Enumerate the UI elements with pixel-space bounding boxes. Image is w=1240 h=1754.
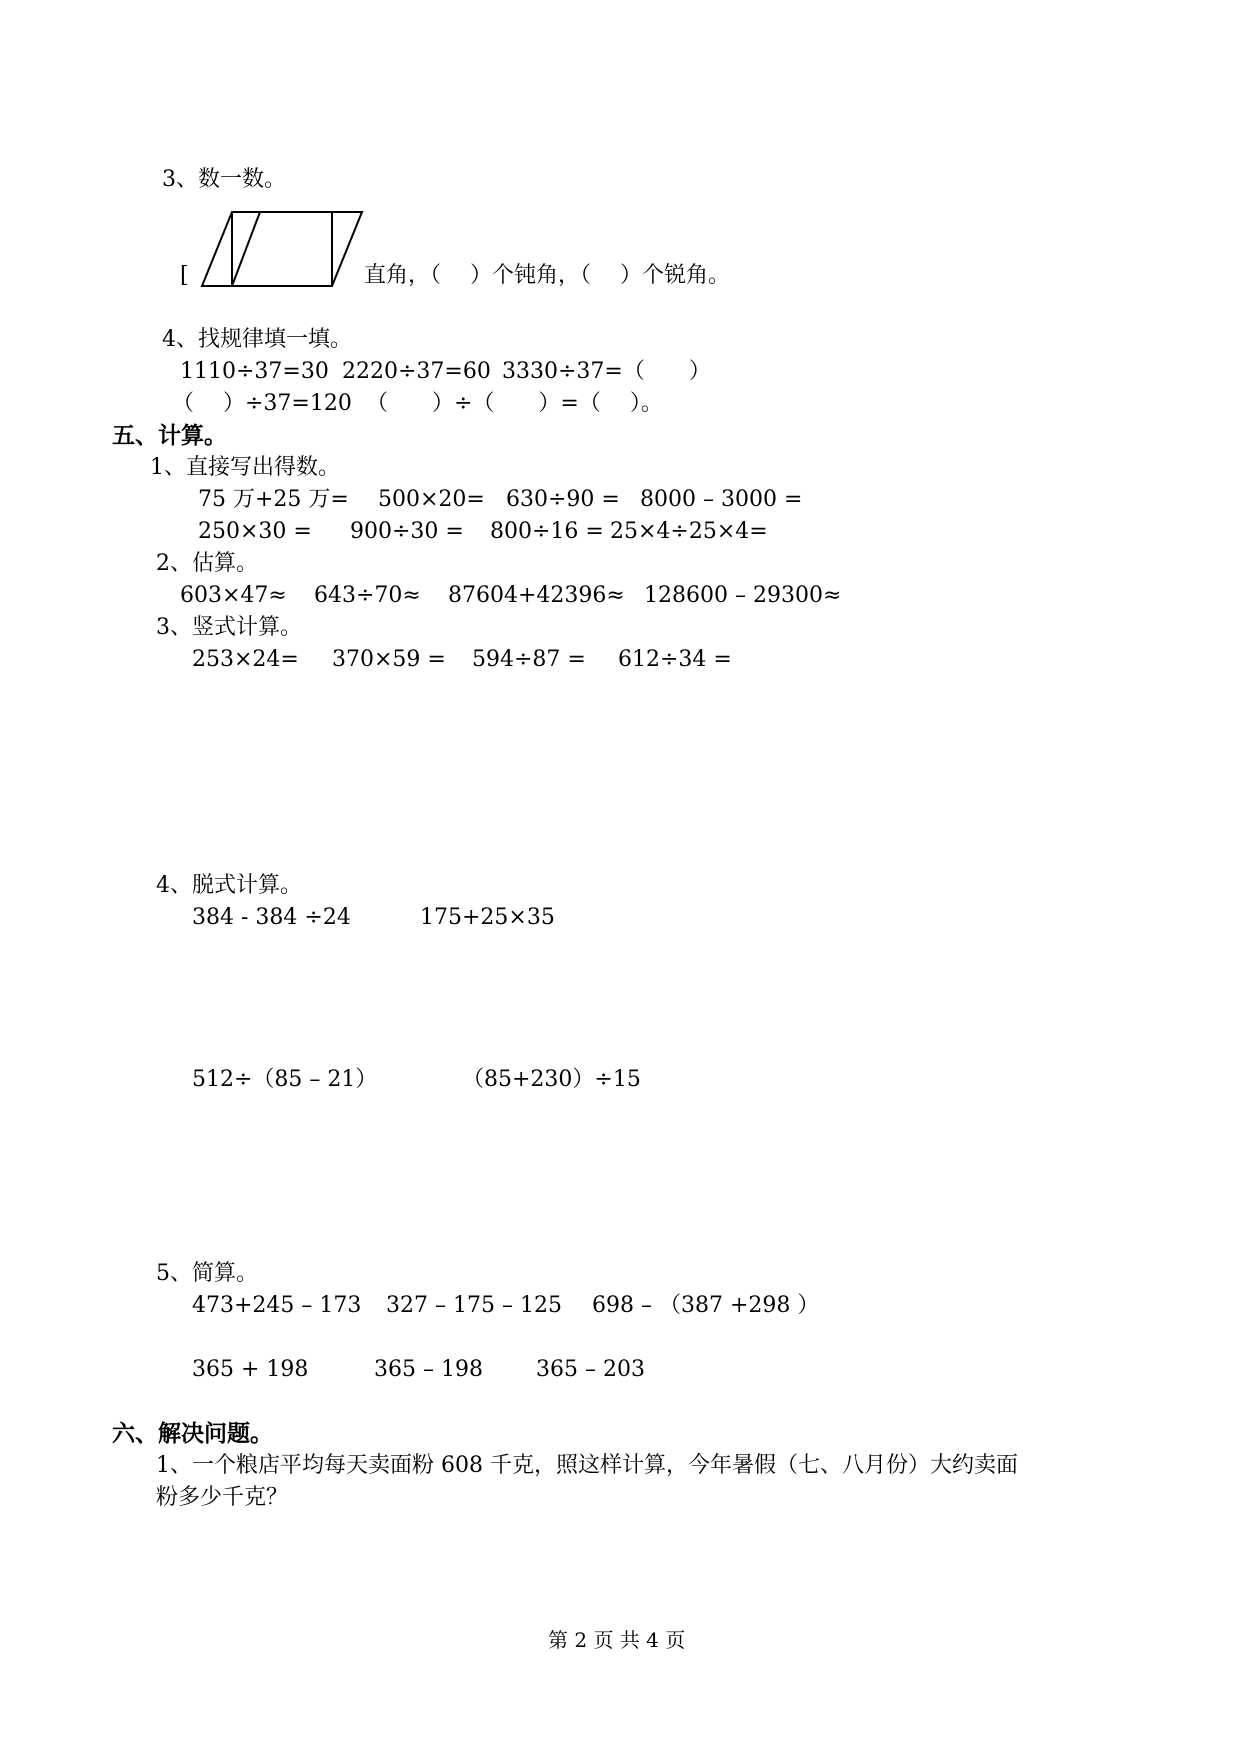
section-6-heading: 六、解决问题。 (112, 1421, 273, 1447)
q3-text-right: 直角，（ ）个钝角，（ ）个锐角。 (364, 263, 730, 288)
p1-r1-c3: 630÷90 = (506, 487, 620, 512)
p2-r1-c4: 128600 – 29300≈ (644, 583, 842, 608)
p5-r1-c1: 473+245 – 173 (192, 1293, 362, 1318)
p1-r2-c1: 250×30 = (198, 519, 312, 544)
p4-r2-c2: （85+230）÷15 (462, 1067, 641, 1092)
p2-title: 2、估算。 (156, 551, 258, 576)
q4-eq-5: （ ）÷（ ）=（ ）。 (366, 391, 663, 416)
p3-r1-c2: 370×59 = (332, 647, 446, 672)
p1-r1-c1: 75 万+25 万= (198, 487, 349, 512)
q3-title: 3、数一数。 (162, 167, 286, 192)
page-number: 第 2 页 共 4 页 (548, 1628, 686, 1652)
slanted-line (232, 212, 260, 286)
s6-p1-line2: 粉多少千克？ (156, 1485, 289, 1510)
p2-r1-c1: 603×47≈ (180, 583, 287, 608)
p3-r1-c3: 594÷87 = (472, 647, 586, 672)
p2-r1-c3: 87604+42396≈ (448, 583, 625, 608)
q4-eq-2: 2220÷37=60 (342, 359, 491, 384)
p5-title: 5、简算。 (156, 1261, 258, 1286)
s6-p1-line1: 1、一个粮店平均每天卖面粉 608 千克，照这样计算，今年暑假（七、八月份）大约卖面 (156, 1453, 1018, 1478)
p1-r1-c4: 8000 – 3000 = (640, 487, 803, 512)
p5-r1-c2: 327 – 175 – 125 (386, 1293, 562, 1318)
p1-r2-c4: 25×4÷25×4= (610, 519, 768, 544)
p4-r1-c2: 175+25×35 (420, 905, 555, 930)
p5-r2-c1: 365 + 198 (192, 1357, 309, 1382)
p3-r1-c1: 253×24= (192, 647, 299, 672)
p2-r1-c2: 643÷70≈ (314, 583, 421, 608)
p5-r1-c3: 698 – （387 +298 ） (592, 1293, 820, 1318)
p4-title: 4、脱式计算。 (156, 873, 302, 898)
p1-title: 1、直接写出得数。 (150, 455, 340, 480)
section-5-heading: 五、计算。 (112, 423, 227, 449)
p3-title: 3、竖式计算。 (156, 615, 302, 640)
q4-eq-3: 3330÷37=（ ） (502, 359, 711, 384)
p3-r1-c4: 612÷34 = (618, 647, 732, 672)
q4-eq-4: （ ）÷37=120 (172, 391, 352, 416)
p1-r2-c3: 800÷16 = (490, 519, 604, 544)
parallelogram-outline (202, 212, 362, 286)
p5-r2-c3: 365 – 203 (536, 1357, 645, 1382)
p4-r2-c1: 512÷（85 – 21） (192, 1067, 378, 1092)
p1-r1-c2: 500×20= (378, 487, 485, 512)
parallelogram-figure (192, 206, 372, 290)
p5-r2-c2: 365 – 198 (374, 1357, 483, 1382)
q4-title: 4、找规律填一填。 (162, 327, 352, 352)
p1-r2-c2: 900÷30 = (350, 519, 464, 544)
q4-eq-1: 1110÷37=30 (180, 359, 329, 384)
q3-text-left: [ (180, 263, 189, 288)
p4-r1-c1: 384 - 384 ÷24 (192, 905, 351, 930)
